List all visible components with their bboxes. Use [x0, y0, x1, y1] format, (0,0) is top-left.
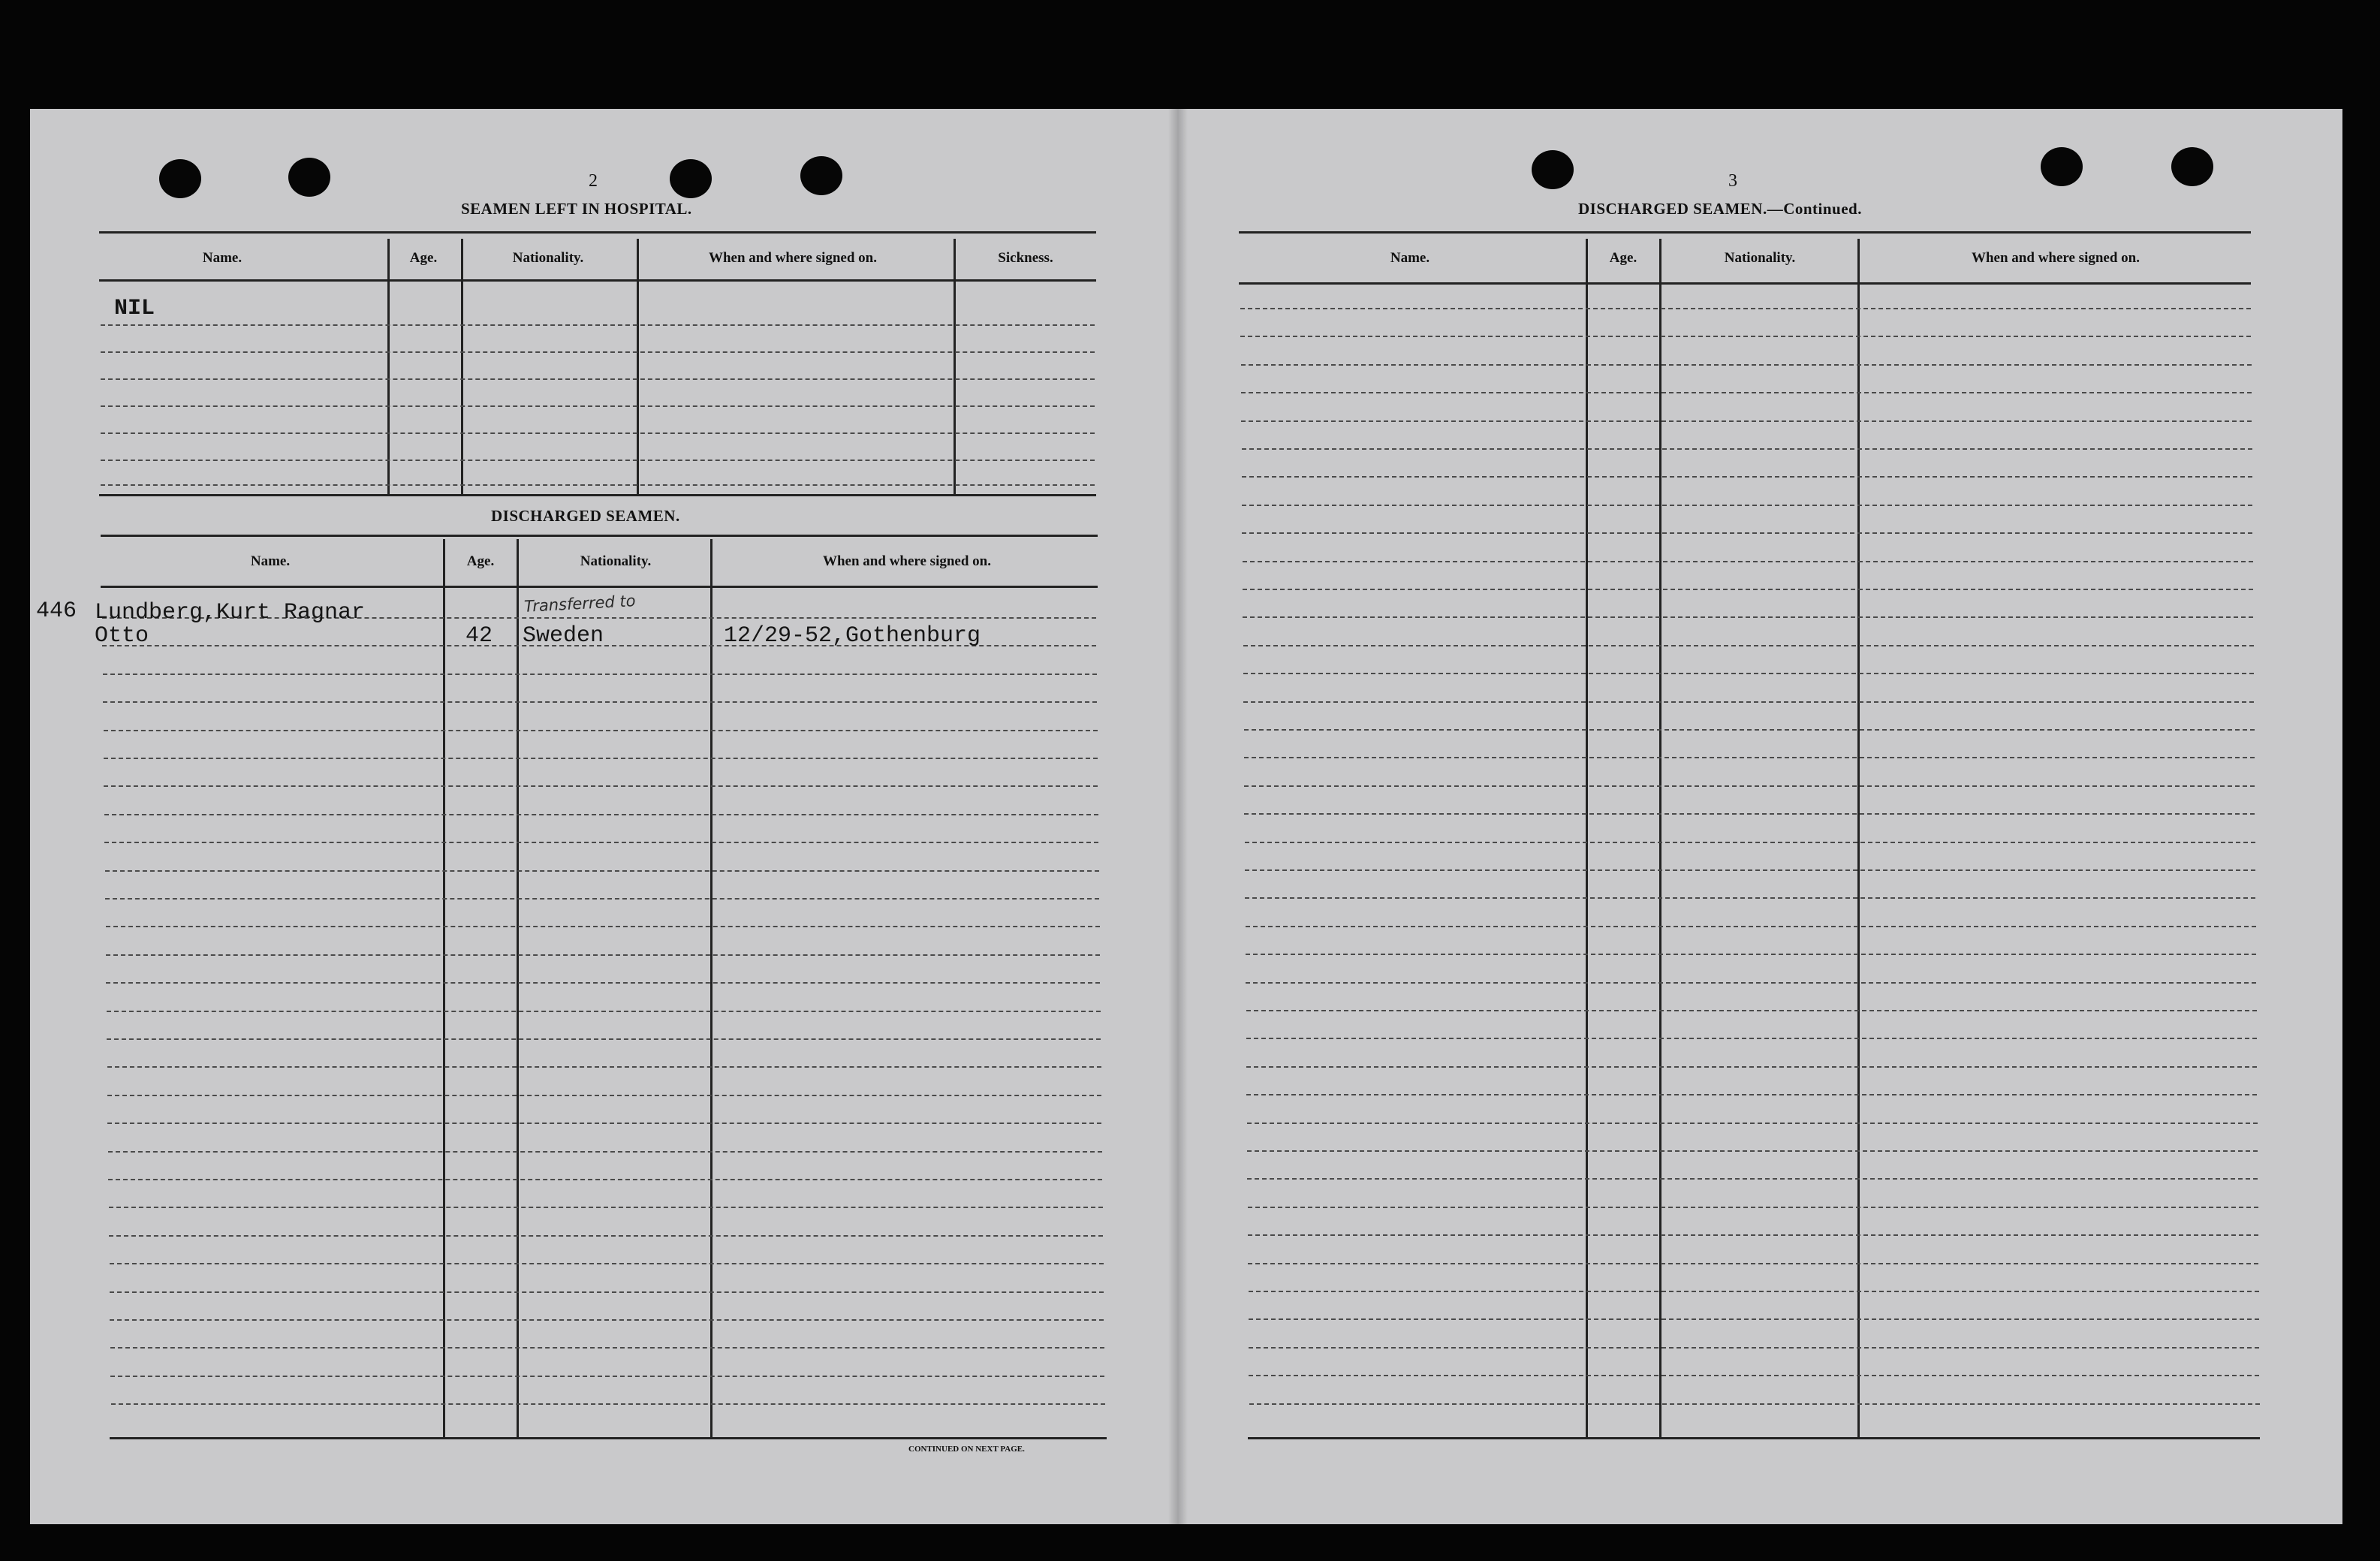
ruled-line — [1246, 926, 2256, 927]
ruled-line — [107, 1095, 1101, 1096]
right-table-header-rule — [1239, 282, 2251, 285]
page-number-right: 3 — [1728, 171, 1737, 191]
hospital-entry-nil: NIL — [114, 296, 155, 321]
ruled-line — [1243, 616, 2253, 618]
punch-hole — [159, 159, 201, 198]
right-col-divider — [1659, 239, 1661, 1437]
ruled-line — [1240, 308, 2251, 309]
discharged-col-age: Age. — [466, 553, 495, 569]
seaman-name: Lundberg,Kurt Ragnar — [95, 600, 366, 625]
ruled-line — [1247, 1123, 2258, 1124]
discharged-table-bottom-rule — [110, 1437, 1107, 1439]
ruled-line — [1248, 1234, 2258, 1236]
seaman-name-continued: Otto — [95, 623, 149, 649]
ruled-line — [1245, 869, 2255, 871]
ruled-line — [1246, 1094, 2257, 1095]
ruled-line — [107, 1066, 1101, 1068]
ruled-line — [101, 324, 1095, 326]
ruled-line — [104, 842, 1098, 843]
punch-hole — [2171, 147, 2213, 186]
ruled-line — [110, 1376, 1104, 1377]
hospital-col-age: Age. — [409, 250, 438, 266]
right-col-age: Age. — [1609, 250, 1637, 266]
discharged-col-signed-on: When and where signed on. — [822, 553, 992, 569]
ruled-line — [1241, 392, 2252, 393]
ruled-line — [1246, 982, 2256, 984]
ruled-line — [110, 1347, 1104, 1349]
right-col-divider — [1586, 239, 1588, 1437]
right-section-title: DISCHARGED SEAMEN.—Continued. — [1578, 200, 1862, 218]
ruled-line — [101, 351, 1095, 353]
continued-footer: CONTINUED ON NEXT PAGE. — [908, 1445, 1025, 1454]
ruled-line — [109, 1235, 1103, 1237]
punch-hole — [1532, 150, 1574, 189]
ruled-line — [1247, 1150, 2258, 1152]
ruled-line — [101, 432, 1095, 434]
ruled-line — [1242, 476, 2252, 478]
ruled-line — [1241, 364, 2252, 366]
hospital-table-bottom-rule — [99, 494, 1096, 496]
hospital-col-signed-on: When and where signed on. — [708, 250, 878, 266]
ruled-line — [101, 484, 1095, 486]
ruled-line — [103, 701, 1097, 703]
ruled-line — [1241, 420, 2252, 422]
ruled-line — [104, 730, 1098, 731]
discharged-col-name: Name. — [250, 553, 291, 569]
ruled-line — [106, 982, 1100, 984]
seaman-nationality: Sweden — [523, 623, 604, 649]
hospital-col-name: Name. — [202, 250, 243, 266]
hospital-col-divider — [461, 239, 463, 494]
ruled-line — [1248, 1263, 2258, 1264]
page-fold — [1168, 109, 1188, 1524]
ruled-line — [1242, 532, 2252, 534]
ruled-line — [106, 954, 1100, 956]
ruled-line — [101, 378, 1095, 380]
ruled-line — [1242, 448, 2252, 450]
ruled-line — [1242, 505, 2252, 506]
ruled-line — [1247, 1178, 2258, 1180]
ruled-line — [1246, 1038, 2257, 1039]
hospital-col-nationality: Nationality. — [512, 250, 584, 266]
ruled-line — [1246, 1010, 2257, 1011]
ruled-line — [110, 1319, 1104, 1321]
discharged-table-top-rule — [101, 535, 1098, 537]
ruled-line — [1244, 757, 2255, 758]
ruled-line — [104, 814, 1098, 815]
discharged-table-header-rule — [101, 586, 1098, 588]
ruled-line — [1244, 729, 2255, 731]
ruled-line — [1243, 645, 2254, 646]
ruled-line — [1249, 1347, 2259, 1349]
discharged-col-nationality: Nationality. — [580, 553, 652, 569]
ruled-line — [1240, 336, 2251, 337]
right-col-divider — [1857, 239, 1860, 1437]
ruled-line — [1249, 1291, 2259, 1292]
ruled-line — [105, 898, 1099, 900]
ruled-line — [108, 1179, 1102, 1180]
right-col-name: Name. — [1390, 250, 1430, 266]
ruled-line — [1243, 701, 2254, 703]
ruled-line — [1249, 1375, 2259, 1376]
ruled-line — [1243, 589, 2253, 590]
ruled-line — [1244, 785, 2255, 787]
handwritten-note: Transferred to — [523, 592, 637, 616]
page-number-left: 2 — [589, 171, 598, 191]
ruled-line — [104, 758, 1098, 759]
ruled-line — [1245, 897, 2255, 899]
ruled-line — [1245, 842, 2255, 843]
ruled-line — [1244, 813, 2255, 815]
punch-hole — [288, 158, 330, 197]
ruled-line — [1246, 1066, 2257, 1068]
ruled-line — [1243, 561, 2253, 562]
ruled-line — [101, 405, 1095, 407]
ruled-line — [110, 1263, 1104, 1264]
ruled-line — [103, 674, 1097, 675]
ruled-line — [111, 1403, 1105, 1405]
punch-hole — [2041, 147, 2083, 186]
seaman-age: 42 — [465, 623, 493, 649]
right-col-nationality: Nationality. — [1724, 250, 1796, 266]
right-table-bottom-rule — [1248, 1437, 2260, 1439]
ruled-line — [104, 785, 1098, 787]
ruled-line — [109, 1207, 1103, 1208]
ruled-line — [1249, 1403, 2260, 1405]
discharged-section-title: DISCHARGED SEAMEN. — [491, 507, 680, 525]
ruled-line — [101, 460, 1095, 461]
seaman-number: 446 — [36, 598, 77, 624]
ruled-line — [107, 1011, 1101, 1012]
ruled-line — [110, 1291, 1104, 1293]
right-col-signed-on: When and where signed on. — [1971, 250, 2140, 266]
hospital-col-sickness: Sickness. — [998, 250, 1053, 266]
ruled-line — [108, 1151, 1102, 1153]
hospital-table-header-rule — [99, 279, 1096, 282]
punch-hole — [800, 156, 842, 195]
hospital-col-divider — [387, 239, 390, 494]
hospital-col-divider — [954, 239, 956, 494]
right-table-top-rule — [1239, 231, 2251, 234]
ruled-line — [106, 926, 1100, 927]
hospital-table-top-rule — [99, 231, 1096, 234]
punch-hole — [670, 159, 712, 198]
ruled-line — [1248, 1207, 2258, 1208]
seaman-signed-on: 12/29-52,Gothenburg — [724, 623, 981, 649]
ruled-line — [1243, 673, 2254, 674]
hospital-section-title: SEAMEN LEFT IN HOSPITAL. — [461, 200, 692, 218]
ruled-line — [105, 870, 1099, 872]
ruled-line — [107, 1038, 1101, 1040]
hospital-col-divider — [637, 239, 639, 494]
ruled-line — [107, 1123, 1101, 1124]
ruled-line — [1249, 1318, 2259, 1320]
ruled-line — [1246, 954, 2256, 955]
